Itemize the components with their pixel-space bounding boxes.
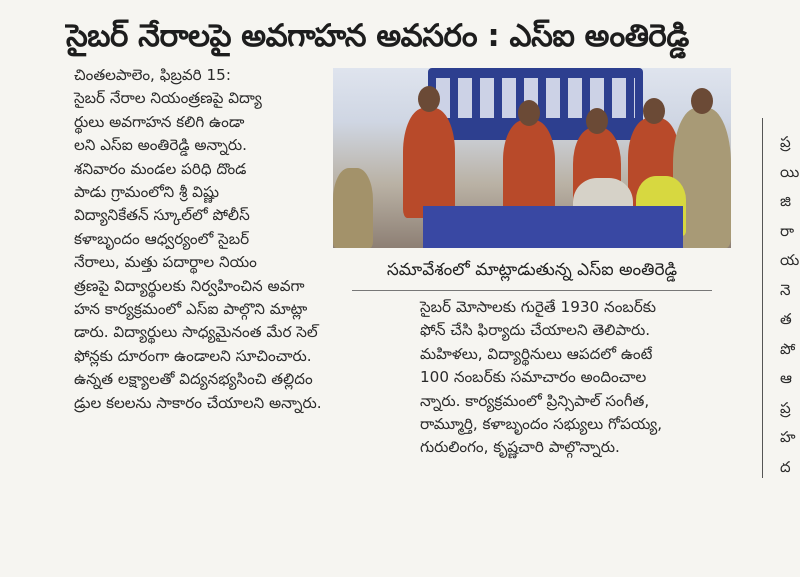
text-fragment: ప్ర <box>780 133 791 151</box>
text-line: విద్యానికేతన్ స్కూల్‌లో పోలీస్ <box>74 206 250 225</box>
text-line: 100 నంబర్‌కు సమాచారం అందించాల <box>420 368 647 387</box>
text-line: సైబర్ మోసాలకు గురైతే 1930 నంబర్‌కు <box>420 298 656 316</box>
text-line: డారు. విద్యార్థులు సాధ్యమైనంత మేర సెల్ <box>74 323 318 342</box>
text-fragment: యి <box>780 162 800 181</box>
person <box>333 168 373 248</box>
text-line: శనివారం మండల పరిధి దొండ <box>74 159 247 178</box>
text-fragment: హ <box>780 428 796 446</box>
text-fragment: ద <box>780 457 791 476</box>
event-photo <box>333 68 731 248</box>
text-fragment: రా <box>780 221 795 240</box>
column-divider-right <box>762 118 763 478</box>
person <box>503 120 555 220</box>
person <box>586 108 608 134</box>
caption-underline <box>352 290 712 291</box>
text-line: ఫోన్ చేసి ఫిర్యాదు చేయాలని తెలిపారు. <box>420 321 651 340</box>
person <box>418 86 440 112</box>
text-line: త్రణపై విద్యార్థులకు నిర్వహించిన అవగా <box>74 276 305 295</box>
text-fragment: ఆ <box>780 369 792 387</box>
text-line: ర్థులు అవగాహన కలిగి ఉండా <box>74 112 245 131</box>
text-line: ఉన్నత లక్ష్యాలతో విద్యనభ్యసించి తల్లిదం <box>74 370 313 389</box>
middle-article-column <box>420 296 750 460</box>
text-line: గురులింగం, కృష్ణచారి పాల్గొన్నారు. <box>420 438 620 457</box>
text-line: డ్రుల కలలను సాకారం చేయాలని అన్నారు. <box>74 393 322 412</box>
person <box>403 108 455 218</box>
text-fragment: జి <box>780 192 791 210</box>
text-fragment: ప్ర <box>780 398 791 417</box>
text-line: కళాబృందం ఆధ్వర్యంలో సైబర్ <box>74 229 250 248</box>
photo-caption: సమావేశంలో మాట్లాడుతున్న ఎస్ఐ అంతిరెడ్డి <box>386 260 678 280</box>
text-line: ఫోన్లకు దూరంగా ఉండాలని సూచించారు. <box>74 346 312 365</box>
text-line: సైబర్ నేరాల నియంత్రణపై విద్యా <box>74 89 262 108</box>
person <box>691 88 713 114</box>
text-line: హన కార్యక్రమంలో ఎస్ఐ పాల్గొని మాట్లా <box>74 300 308 319</box>
text-line: న్నారు. కార్యక్రమంలో ప్రిన్సిపాల్ సంగీత, <box>420 391 650 410</box>
text-line: మహిళలు, విద్యార్థినులు ఆపదలో ఉంటే <box>420 344 653 363</box>
headline: సైబర్ నేరాలపై అవగాహన అవసరం : ఎస్ఐ అంతిరెడ్డి <box>66 18 689 54</box>
person <box>518 100 540 126</box>
text-line: లని ఎస్ఐ అంతిరెడ్డి అన్నారు. <box>74 136 247 155</box>
text-fragment: పో <box>780 339 796 358</box>
person <box>643 98 665 124</box>
text-fragment: త <box>780 310 792 328</box>
adjacent-article-fragment <box>780 128 800 482</box>
text-line: పాడు గ్రామంలోని శ్రీ విష్ణు <box>74 183 220 202</box>
text-fragment: నె <box>780 280 791 299</box>
text-line: రామ్మూర్తి, కళాబృందం సభ్యులు గోపయ్య, <box>420 415 663 434</box>
text-line: చింతలపాలెం, ఫిబ్రవరి 15: <box>74 66 231 84</box>
table-cloth <box>423 206 683 248</box>
text-line: నేరాలు, మత్తు పదార్థాల నియం <box>74 253 257 272</box>
text-fragment: య <box>780 251 800 269</box>
